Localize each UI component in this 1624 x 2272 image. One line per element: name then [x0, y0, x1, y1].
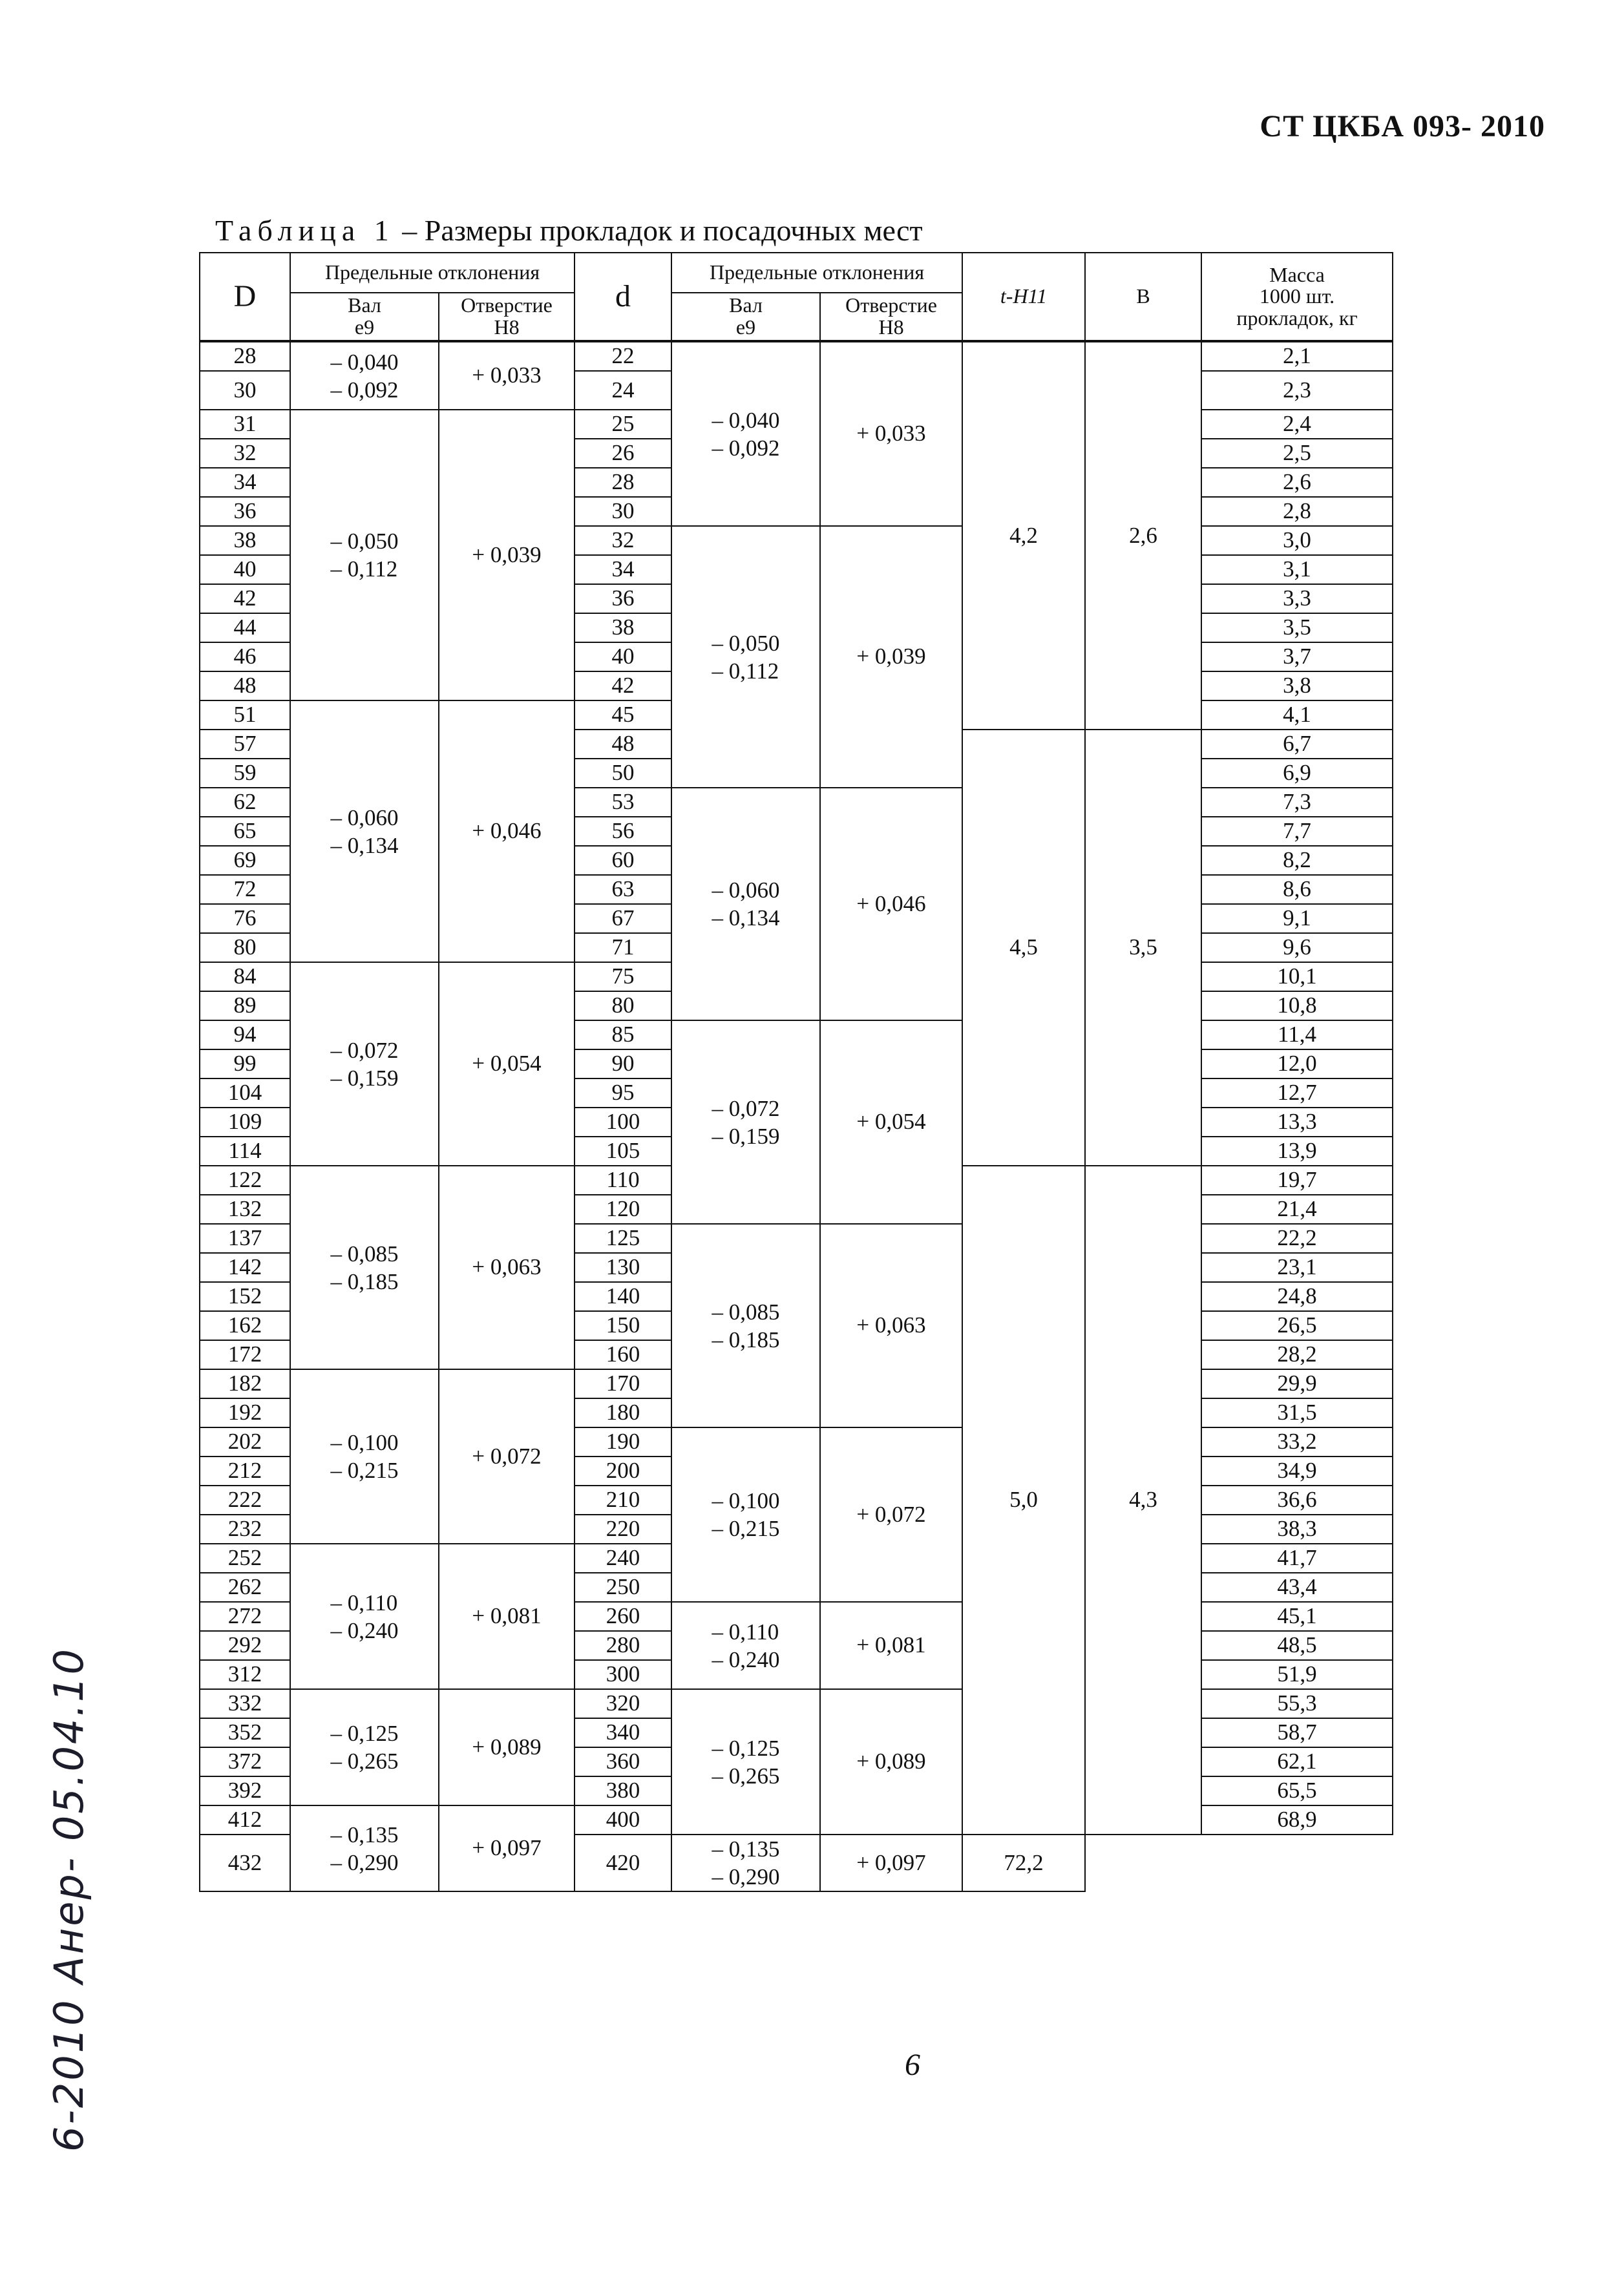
mass-cell: 51,9	[1201, 1660, 1393, 1689]
mass-cell: 8,6	[1201, 875, 1393, 904]
inner-diameter-cell: 25	[575, 410, 671, 439]
outer-diameter-cell: 46	[200, 642, 290, 671]
outer-diameter-cell: 212	[200, 1457, 290, 1486]
thickness-cell: 5,0	[962, 1166, 1085, 1835]
inner-diameter-cell: 28	[575, 468, 671, 497]
shaft-e9-d-cell	[671, 788, 820, 1020]
shaft-e9-d-cell	[671, 1835, 820, 1891]
shaft-upper-deviation: – 0,085	[712, 1299, 780, 1325]
hole-h8-D-cell: + 0,054	[439, 962, 575, 1166]
shaft-tolerance-pair	[712, 629, 780, 685]
outer-diameter-cell: 172	[200, 1340, 290, 1369]
hole-h8-d-cell: + 0,089	[820, 1689, 962, 1835]
mass-cell: 6,9	[1201, 759, 1393, 788]
outer-diameter-cell: 99	[200, 1049, 290, 1078]
outer-diameter-cell: 312	[200, 1660, 290, 1689]
mass-cell: 3,1	[1201, 555, 1393, 584]
outer-diameter-cell: 114	[200, 1137, 290, 1166]
outer-diameter-cell: 152	[200, 1282, 290, 1311]
shaft-e9-D-cell	[290, 962, 439, 1166]
shaft-e9-d-cell	[671, 1224, 820, 1427]
outer-diameter-cell: 36	[200, 497, 290, 526]
shaft-upper-deviation: – 0,135	[330, 1822, 399, 1847]
shaft-lower-deviation: – 0,215	[712, 1516, 780, 1541]
shaft-e9-D-cell	[290, 1166, 439, 1369]
inner-diameter-cell: 63	[575, 875, 671, 904]
outer-diameter-cell: 104	[200, 1078, 290, 1108]
shaft-tolerance-pair	[712, 1095, 780, 1150]
inner-diameter-cell: 125	[575, 1224, 671, 1253]
inner-diameter-cell: 140	[575, 1282, 671, 1311]
mass-cell: 10,1	[1201, 962, 1393, 991]
shaft-tolerance-pair	[712, 406, 780, 462]
shaft-tolerance-pair	[331, 804, 399, 859]
shaft-tolerance-pair	[331, 527, 399, 583]
shaft-lower-deviation: – 0,092	[330, 377, 399, 403]
page-number: 6	[905, 2048, 920, 2082]
inner-diameter-cell: 420	[575, 1835, 671, 1891]
outer-diameter-cell: 89	[200, 991, 290, 1020]
outer-diameter-cell: 51	[200, 700, 290, 730]
outer-diameter-cell: 80	[200, 933, 290, 962]
mass-cell: 9,6	[1201, 933, 1393, 962]
shaft-tolerance-pair	[712, 1734, 780, 1790]
mass-cell: 7,7	[1201, 817, 1393, 846]
hole-h8-D-cell: + 0,039	[439, 410, 575, 700]
mass-cell: 10,8	[1201, 991, 1393, 1020]
shaft-lower-deviation: – 0,159	[330, 1065, 399, 1091]
inner-diameter-cell: 150	[575, 1311, 671, 1340]
hole-h8-d-cell: + 0,039	[820, 526, 962, 788]
mass-cell: 2,5	[1201, 439, 1393, 468]
shaft-upper-deviation: – 0,100	[712, 1488, 780, 1513]
outer-diameter-cell: 40	[200, 555, 290, 584]
shaft-lower-deviation: – 0,290	[330, 1849, 399, 1875]
shaft-lower-deviation: – 0,092	[712, 435, 780, 461]
hole-h8-D-cell: + 0,063	[439, 1166, 575, 1369]
outer-diameter-cell: 94	[200, 1020, 290, 1049]
shaft-lower-deviation: – 0,240	[712, 1646, 780, 1672]
hole-h8-d-cell: + 0,033	[820, 341, 962, 526]
mass-cell: 2,6	[1201, 468, 1393, 497]
table-caption	[215, 213, 923, 247]
shaft-tolerance-pair	[331, 1240, 399, 1296]
hole-h8-D-cell: + 0,097	[439, 1805, 575, 1891]
outer-diameter-cell: 34	[200, 468, 290, 497]
shaft-lower-deviation: – 0,290	[712, 1864, 780, 1889]
inner-diameter-cell: 250	[575, 1573, 671, 1602]
width-b-cell: 4,3	[1085, 1166, 1201, 1835]
mass-cell: 13,3	[1201, 1108, 1393, 1137]
thickness-cell: 4,5	[962, 730, 1085, 1166]
mass-cell: 6,7	[1201, 730, 1393, 759]
shaft-upper-deviation: – 0,060	[712, 878, 780, 903]
shaft-upper-deviation: – 0,040	[330, 349, 399, 375]
inner-diameter-cell: 105	[575, 1137, 671, 1166]
shaft-tolerance-pair	[712, 1487, 780, 1542]
shaft-tolerance-pair	[331, 1589, 399, 1645]
shaft-e9-d-cell	[671, 1689, 820, 1835]
outer-diameter-cell: 292	[200, 1631, 290, 1660]
mass-cell: 2,4	[1201, 410, 1393, 439]
inner-diameter-cell: 34	[575, 555, 671, 584]
mass-cell: 7,3	[1201, 788, 1393, 817]
table-row	[200, 1689, 1393, 1718]
thickness-cell: 4,2	[962, 341, 1085, 730]
inner-diameter-cell: 75	[575, 962, 671, 991]
inner-diameter-cell: 160	[575, 1340, 671, 1369]
shaft-e9-d-cell	[671, 341, 820, 526]
mass-cell: 3,7	[1201, 642, 1393, 671]
mass-cell: 33,2	[1201, 1427, 1393, 1457]
shaft-upper-deviation: – 0,100	[330, 1430, 399, 1455]
mass-cell: 12,7	[1201, 1078, 1393, 1108]
table-caption-title: – Размеры прокладок и посадочных мест	[394, 214, 923, 247]
shaft-e9-d-cell	[671, 1427, 820, 1602]
shaft-upper-deviation: – 0,060	[330, 805, 399, 830]
outer-diameter-cell: 192	[200, 1398, 290, 1427]
shaft-tolerance-pair	[331, 348, 399, 404]
inner-diameter-cell: 380	[575, 1776, 671, 1805]
inner-diameter-cell: 220	[575, 1515, 671, 1544]
shaft-upper-deviation: – 0,110	[330, 1590, 398, 1615]
shaft-e9-D-cell	[290, 1369, 439, 1544]
header-limits-d: Предельные отклонения	[671, 253, 962, 293]
mass-cell: 43,4	[1201, 1573, 1393, 1602]
header-hole-D: Отверстие H8	[439, 293, 575, 341]
shaft-e9-d-cell	[671, 526, 820, 788]
outer-diameter-cell: 142	[200, 1253, 290, 1282]
outer-diameter-cell: 42	[200, 584, 290, 613]
outer-diameter-cell: 252	[200, 1544, 290, 1573]
inner-diameter-cell: 45	[575, 700, 671, 730]
mass-cell: 26,5	[1201, 1311, 1393, 1340]
mass-cell: 2,3	[1201, 371, 1393, 410]
shaft-upper-deviation: – 0,072	[330, 1037, 399, 1063]
inner-diameter-cell: 180	[575, 1398, 671, 1427]
shaft-tolerance-pair	[331, 1720, 399, 1775]
inner-diameter-cell: 320	[575, 1689, 671, 1718]
inner-diameter-cell: 38	[575, 613, 671, 642]
header-shaft-D: Вал e9	[290, 293, 439, 341]
mass-cell: 62,1	[1201, 1747, 1393, 1776]
mass-cell: 34,9	[1201, 1457, 1393, 1486]
width-b-cell: 3,5	[1085, 730, 1201, 1166]
outer-diameter-cell: 352	[200, 1718, 290, 1747]
width-b-cell: 2,6	[1085, 341, 1201, 730]
hole-h8-D-cell: + 0,033	[439, 341, 575, 410]
inner-diameter-cell: 80	[575, 991, 671, 1020]
mass-cell: 58,7	[1201, 1718, 1393, 1747]
inner-diameter-cell: 48	[575, 730, 671, 759]
table-row	[200, 341, 1393, 371]
outer-diameter-cell: 262	[200, 1573, 290, 1602]
inner-diameter-cell: 210	[575, 1486, 671, 1515]
outer-diameter-cell: 31	[200, 410, 290, 439]
mass-cell: 22,2	[1201, 1224, 1393, 1253]
shaft-e9-D-cell	[290, 700, 439, 962]
mass-cell: 21,4	[1201, 1195, 1393, 1224]
outer-diameter-cell: 76	[200, 904, 290, 933]
mass-cell: 2,8	[1201, 497, 1393, 526]
shaft-lower-deviation: – 0,134	[330, 832, 399, 858]
inner-diameter-cell: 360	[575, 1747, 671, 1776]
inner-diameter-cell: 53	[575, 788, 671, 817]
shaft-lower-deviation: – 0,159	[712, 1123, 780, 1149]
shaft-lower-deviation: – 0,265	[330, 1749, 399, 1774]
inner-diameter-cell: 60	[575, 846, 671, 875]
outer-diameter-cell: 332	[200, 1689, 290, 1718]
shaft-upper-deviation: – 0,050	[330, 529, 399, 554]
mass-cell: 55,3	[1201, 1689, 1393, 1718]
mass-cell: 38,3	[1201, 1515, 1393, 1544]
outer-diameter-cell: 57	[200, 730, 290, 759]
shaft-e9-D-cell	[290, 1544, 439, 1689]
hole-h8-d-cell: + 0,046	[820, 788, 962, 1020]
mass-cell: 31,5	[1201, 1398, 1393, 1427]
mass-cell: 48,5	[1201, 1631, 1393, 1660]
outer-diameter-cell: 222	[200, 1486, 290, 1515]
shaft-lower-deviation: – 0,185	[330, 1268, 399, 1294]
inner-diameter-cell: 26	[575, 439, 671, 468]
shaft-lower-deviation: – 0,215	[330, 1458, 399, 1483]
outer-diameter-cell: 84	[200, 962, 290, 991]
mass-cell: 3,3	[1201, 584, 1393, 613]
outer-diameter-cell: 72	[200, 875, 290, 904]
mass-cell: 41,7	[1201, 1544, 1393, 1573]
shaft-e9-d-cell	[671, 1602, 820, 1689]
shaft-tolerance-pair	[331, 1036, 399, 1092]
inner-diameter-cell: 200	[575, 1457, 671, 1486]
outer-diameter-cell: 69	[200, 846, 290, 875]
inner-diameter-cell: 50	[575, 759, 671, 788]
outer-diameter-cell: 109	[200, 1108, 290, 1137]
mass-cell: 36,6	[1201, 1486, 1393, 1515]
mass-cell: 68,9	[1201, 1805, 1393, 1835]
outer-diameter-cell: 432	[200, 1835, 290, 1891]
mass-cell: 29,9	[1201, 1369, 1393, 1398]
inner-diameter-cell: 22	[575, 341, 671, 371]
hole-h8-D-cell: + 0,081	[439, 1544, 575, 1689]
shaft-upper-deviation: – 0,110	[712, 1619, 779, 1645]
mass-cell: 45,1	[1201, 1602, 1393, 1631]
outer-diameter-cell: 30	[200, 371, 290, 410]
mass-cell: 23,1	[1201, 1253, 1393, 1282]
hole-h8-d-cell: + 0,072	[820, 1427, 962, 1602]
shaft-lower-deviation: – 0,240	[330, 1617, 399, 1643]
hole-h8-d-cell: + 0,063	[820, 1224, 962, 1427]
outer-diameter-cell: 48	[200, 671, 290, 700]
mass-cell: 4,1	[1201, 700, 1393, 730]
inner-diameter-cell: 30	[575, 497, 671, 526]
mass-cell: 12,0	[1201, 1049, 1393, 1078]
shaft-lower-deviation: – 0,112	[712, 658, 779, 684]
inner-diameter-cell: 130	[575, 1253, 671, 1282]
shaft-tolerance-pair	[712, 1618, 780, 1674]
shaft-upper-deviation: – 0,135	[712, 1836, 780, 1862]
header-mass: Масса 1000 шт. прокладок, кг	[1201, 253, 1393, 341]
mass-cell: 28,2	[1201, 1340, 1393, 1369]
mass-cell: 19,7	[1201, 1166, 1393, 1195]
shaft-e9-D-cell	[290, 341, 439, 410]
shaft-e9-D-cell	[290, 1805, 439, 1891]
inner-diameter-cell: 190	[575, 1427, 671, 1457]
inner-diameter-cell: 24	[575, 371, 671, 410]
mass-cell: 9,1	[1201, 904, 1393, 933]
shaft-tolerance-pair	[331, 1821, 399, 1877]
shaft-upper-deviation: – 0,085	[330, 1241, 399, 1267]
header-d: d	[575, 253, 671, 341]
shaft-lower-deviation: – 0,265	[712, 1763, 780, 1789]
table-body	[200, 341, 1393, 1891]
table-caption-number: Таблица 1	[215, 214, 395, 247]
inner-diameter-cell: 85	[575, 1020, 671, 1049]
outer-diameter-cell: 32	[200, 439, 290, 468]
handwritten-signature: 6-2010 Анер- 05.04.10	[45, 1647, 92, 2152]
outer-diameter-cell: 137	[200, 1224, 290, 1253]
inner-diameter-cell: 400	[575, 1805, 671, 1835]
mass-cell: 72,2	[962, 1835, 1085, 1891]
hole-h8-d-cell: + 0,081	[820, 1602, 962, 1689]
inner-diameter-cell: 40	[575, 642, 671, 671]
inner-diameter-cell: 340	[575, 1718, 671, 1747]
outer-diameter-cell: 202	[200, 1427, 290, 1457]
shaft-lower-deviation: – 0,185	[712, 1327, 780, 1352]
outer-diameter-cell: 28	[200, 341, 290, 371]
mass-cell: 65,5	[1201, 1776, 1393, 1805]
mass-cell: 3,8	[1201, 671, 1393, 700]
outer-diameter-cell: 162	[200, 1311, 290, 1340]
header-limits-D: Предельные отклонения	[290, 253, 575, 293]
hole-h8-d-cell: + 0,097	[820, 1835, 962, 1891]
inner-diameter-cell: 95	[575, 1078, 671, 1108]
mass-cell: 3,0	[1201, 526, 1393, 555]
shaft-upper-deviation: – 0,125	[712, 1735, 780, 1761]
hole-h8-D-cell: + 0,089	[439, 1689, 575, 1805]
inner-diameter-cell: 120	[575, 1195, 671, 1224]
outer-diameter-cell: 392	[200, 1776, 290, 1805]
hole-h8-D-cell: + 0,072	[439, 1369, 575, 1544]
mass-cell: 11,4	[1201, 1020, 1393, 1049]
shaft-upper-deviation: – 0,040	[712, 407, 780, 433]
shaft-tolerance-pair	[712, 876, 780, 932]
mass-cell: 3,5	[1201, 613, 1393, 642]
inner-diameter-cell: 240	[575, 1544, 671, 1573]
header-D: D	[200, 253, 290, 341]
shaft-upper-deviation: – 0,072	[712, 1095, 780, 1121]
mass-cell: 8,2	[1201, 846, 1393, 875]
document-code: СТ ЦКБА 093- 2010	[1260, 109, 1545, 143]
outer-diameter-cell: 59	[200, 759, 290, 788]
shaft-tolerance-pair	[712, 1298, 780, 1354]
inner-diameter-cell: 42	[575, 671, 671, 700]
outer-diameter-cell: 132	[200, 1195, 290, 1224]
shaft-tolerance-pair	[331, 1429, 399, 1484]
inner-diameter-cell: 100	[575, 1108, 671, 1137]
hole-h8-D-cell: + 0,046	[439, 700, 575, 962]
inner-diameter-cell: 300	[575, 1660, 671, 1689]
header-t-h11: t-H11	[962, 253, 1085, 341]
inner-diameter-cell: 90	[575, 1049, 671, 1078]
shaft-tolerance-pair	[712, 1835, 780, 1891]
inner-diameter-cell: 56	[575, 817, 671, 846]
outer-diameter-cell: 272	[200, 1602, 290, 1631]
shaft-upper-deviation: – 0,125	[330, 1721, 399, 1746]
outer-diameter-cell: 38	[200, 526, 290, 555]
outer-diameter-cell: 412	[200, 1805, 290, 1835]
header-shaft-d: Вал e9	[671, 293, 820, 341]
outer-diameter-cell: 62	[200, 788, 290, 817]
shaft-lower-deviation: – 0,134	[712, 905, 780, 931]
inner-diameter-cell: 260	[575, 1602, 671, 1631]
mass-cell: 24,8	[1201, 1282, 1393, 1311]
hole-h8-d-cell: + 0,054	[820, 1020, 962, 1224]
mass-cell: 2,1	[1201, 341, 1393, 371]
outer-diameter-cell: 44	[200, 613, 290, 642]
inner-diameter-cell: 67	[575, 904, 671, 933]
outer-diameter-cell: 232	[200, 1515, 290, 1544]
shaft-lower-deviation: – 0,112	[330, 556, 398, 582]
inner-diameter-cell: 36	[575, 584, 671, 613]
header-hole-d: Отверстие H8	[820, 293, 962, 341]
outer-diameter-cell: 182	[200, 1369, 290, 1398]
shaft-e9-d-cell	[671, 1020, 820, 1224]
outer-diameter-cell: 122	[200, 1166, 290, 1195]
outer-diameter-cell: 65	[200, 817, 290, 846]
header-b: B	[1085, 253, 1201, 341]
inner-diameter-cell: 110	[575, 1166, 671, 1195]
inner-diameter-cell: 32	[575, 526, 671, 555]
inner-diameter-cell: 170	[575, 1369, 671, 1398]
shaft-upper-deviation: – 0,050	[712, 630, 780, 656]
inner-diameter-cell: 280	[575, 1631, 671, 1660]
sizes-table	[199, 252, 1393, 1892]
shaft-e9-D-cell	[290, 1689, 439, 1805]
inner-diameter-cell: 71	[575, 933, 671, 962]
outer-diameter-cell: 372	[200, 1747, 290, 1776]
mass-cell: 13,9	[1201, 1137, 1393, 1166]
shaft-e9-D-cell	[290, 410, 439, 700]
